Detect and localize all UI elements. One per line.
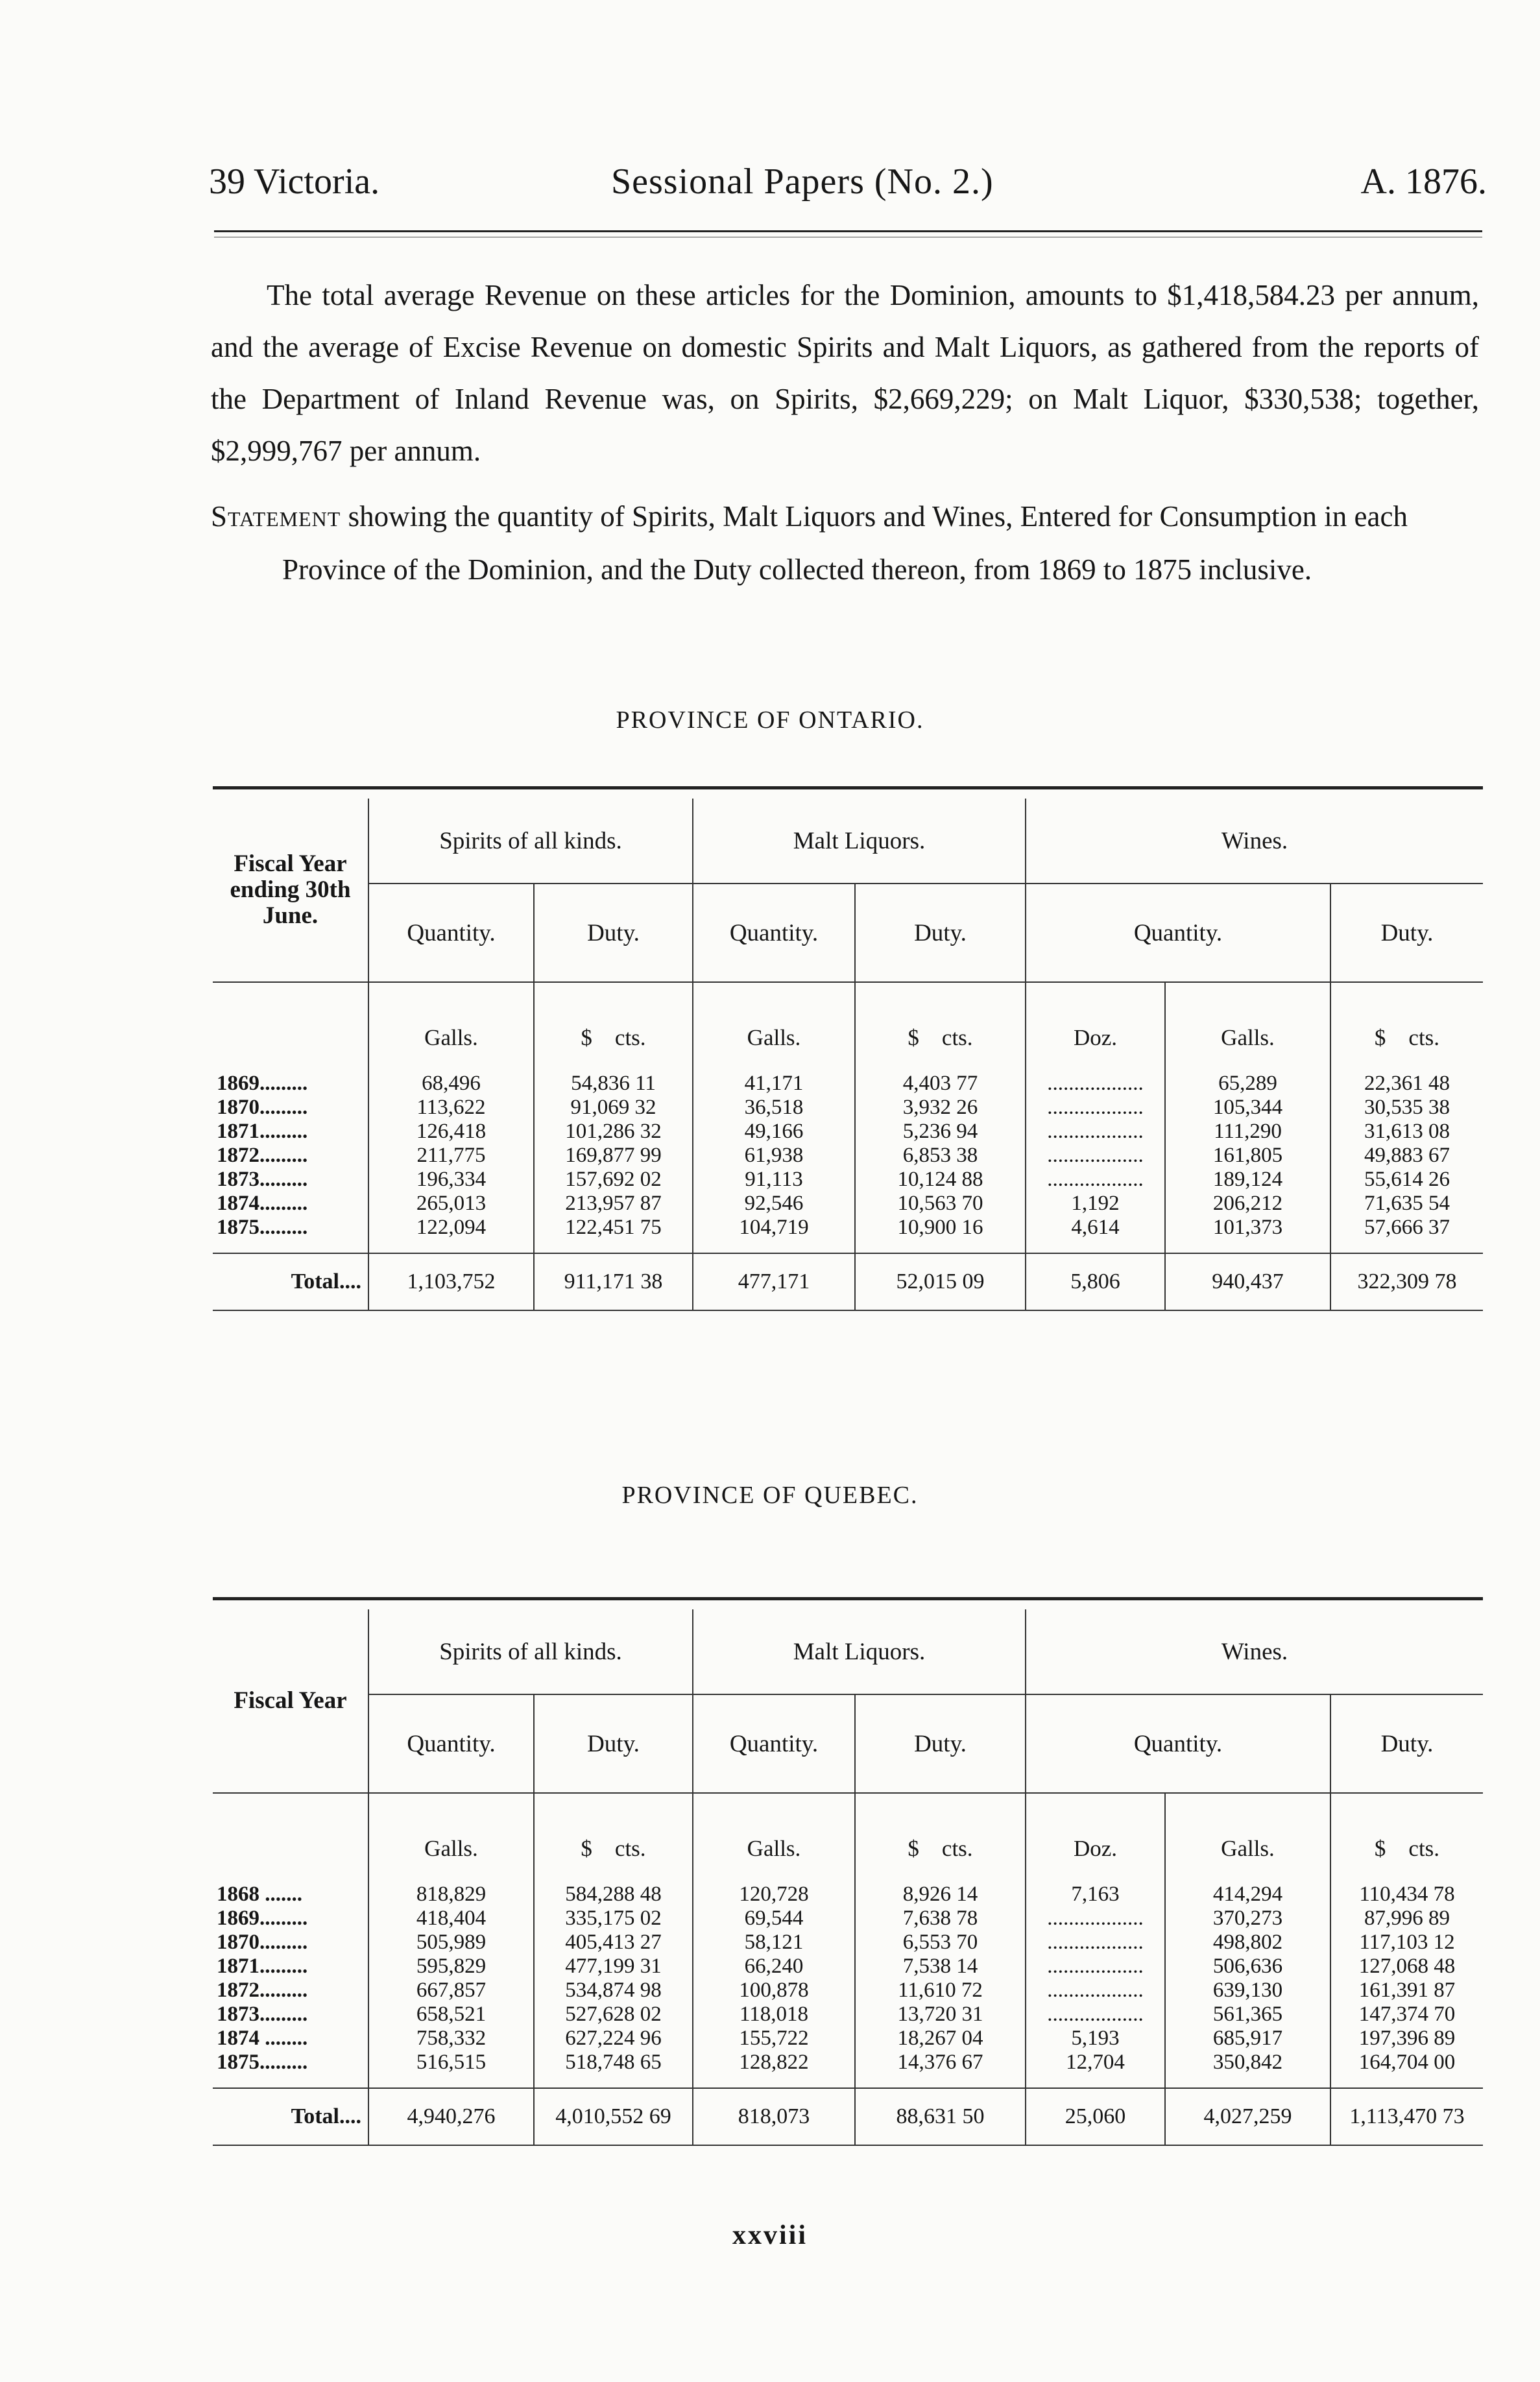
- wines-galls: 350,842: [1165, 2051, 1330, 2075]
- header-left: 39 Victoria.: [209, 162, 380, 202]
- spirits-quantity: 211,775: [368, 1144, 534, 1168]
- table-row: [213, 1144, 1483, 1168]
- unit-galls: Galls.: [693, 982, 855, 1059]
- total-row: [213, 1253, 1483, 1310]
- total-row: [213, 2088, 1483, 2145]
- table-row: [213, 1168, 1483, 1192]
- wines-duty: 147,374 70: [1330, 2003, 1483, 2027]
- table-row: [213, 1072, 1483, 1096]
- total-wines-doz: 5,806: [1026, 1253, 1165, 1310]
- total-wines-duty: 322,309 78: [1330, 1253, 1483, 1310]
- total-malt-duty: 52,015 09: [855, 1253, 1026, 1310]
- unit-galls: Galls.: [368, 1793, 534, 1870]
- wines-doz: ..................: [1026, 1120, 1165, 1144]
- table-row: [213, 1955, 1483, 1979]
- row-year: 1873.........: [217, 2003, 308, 2026]
- statement-lead: Statement: [211, 500, 341, 533]
- ontario-table: [213, 786, 1483, 1311]
- spirits-quantity: 122,094: [368, 1216, 534, 1240]
- wines-duty: 57,666 37: [1330, 1216, 1483, 1240]
- malt-quantity: 36,518: [693, 1096, 855, 1120]
- wines-quantity-header: Quantity.: [1026, 1694, 1330, 1793]
- malt-quantity: 92,546: [693, 1192, 855, 1216]
- wines-doz: 5,193: [1026, 2027, 1165, 2051]
- wines-doz: ..................: [1026, 1168, 1165, 1192]
- table-row: [213, 1931, 1483, 1955]
- malt-quantity: 41,171: [693, 1072, 855, 1096]
- wines-header: Wines.: [1026, 1609, 1483, 1694]
- total-wines-galls: 4,027,259: [1165, 2088, 1330, 2145]
- header-rule: [214, 230, 1482, 232]
- wines-doz: ..................: [1026, 1096, 1165, 1120]
- wines-galls: 414,294: [1165, 1883, 1330, 1907]
- spirits-duty: 584,288 48: [534, 1883, 693, 1907]
- malt-duty: 18,267 04: [855, 2027, 1026, 2051]
- spirits-header: Spirits of all kinds.: [368, 1609, 693, 1694]
- malt-quantity-header: Quantity.: [693, 1694, 855, 1793]
- fiscal-year-header: Fiscal Year ending 30th June.: [230, 850, 351, 929]
- intro-text: The total average Revenue on these articles for the Dominion, amounts to $1,418,584.23 per annum, and the average of Excise Revenue on domestic Spirits and Malt Liquors, as gathered from the reports of the Department of Inland Revenue was, on Spirits, $2,669,229; on Malt Liquor, $330,538; together, $2,999,767 per annum.: [211, 279, 1479, 467]
- row-year: 1875.........: [217, 2051, 308, 2074]
- spirits-duty: 527,628 02: [534, 2003, 693, 2027]
- malt-duty: 10,563 70: [855, 1192, 1026, 1216]
- wines-doz: ..................: [1026, 1955, 1165, 1979]
- row-year: 1869.........: [217, 1072, 308, 1095]
- intro-paragraph: [211, 269, 1479, 477]
- total-spirits-duty: 911,171 38: [534, 1253, 693, 1310]
- wines-doz: ..................: [1026, 1907, 1165, 1931]
- total-malt-duty: 88,631 50: [855, 2088, 1026, 2145]
- table-row: [213, 2003, 1483, 2027]
- malt-duty: 3,932 26: [855, 1096, 1026, 1120]
- malt-quantity: 128,822: [693, 2051, 855, 2075]
- table-row: [213, 1192, 1483, 1216]
- total-label: Total....: [213, 2088, 368, 2145]
- quebec-table: [213, 1597, 1483, 2146]
- row-year: 1874.........: [217, 1192, 308, 1215]
- wines-header: Wines.: [1026, 799, 1483, 884]
- malt-quantity: 155,722: [693, 2027, 855, 2051]
- malt-duty: 10,124 88: [855, 1168, 1026, 1192]
- malt-quantity-header: Quantity.: [693, 884, 855, 982]
- wines-doz: 4,614: [1026, 1216, 1165, 1240]
- spirits-duty: 405,413 27: [534, 1931, 693, 1955]
- table-row: [213, 1096, 1483, 1120]
- wines-galls: 206,212: [1165, 1192, 1330, 1216]
- wines-galls: 111,290: [1165, 1120, 1330, 1144]
- fiscal-year-header: Fiscal Year: [234, 1687, 347, 1714]
- wines-duty: 55,614 26: [1330, 1168, 1483, 1192]
- spirits-quantity: 818,829: [368, 1883, 534, 1907]
- table-row: [213, 1907, 1483, 1931]
- unit-doz: Doz.: [1026, 982, 1165, 1059]
- statement-paragraph: [211, 490, 1479, 596]
- malt-duty: 10,900 16: [855, 1216, 1026, 1240]
- ontario-title: PROVINCE OF ONTARIO.: [616, 706, 924, 734]
- row-year: 1875.........: [217, 1216, 308, 1239]
- total-label: Total....: [213, 1253, 368, 1310]
- wines-duty: 49,883 67: [1330, 1144, 1483, 1168]
- unit-doz: Doz.: [1026, 1793, 1165, 1870]
- unit-galls: Galls.: [1165, 1793, 1330, 1870]
- spirits-duty-header: Duty.: [534, 1694, 693, 1793]
- table-row: [213, 1883, 1483, 1907]
- malt-duty: 7,538 14: [855, 1955, 1026, 1979]
- total-spirits-quantity: 1,103,752: [368, 1253, 534, 1310]
- malt-quantity: 100,878: [693, 1979, 855, 2003]
- row-year: 1868 .......: [217, 1883, 302, 1906]
- row-year: 1869.........: [217, 1907, 308, 1930]
- wines-galls: 506,636: [1165, 1955, 1330, 1979]
- row-year: 1870.........: [217, 1096, 308, 1119]
- row-year: 1870.........: [217, 1931, 308, 1954]
- wines-duty: 197,396 89: [1330, 2027, 1483, 2051]
- spirits-quantity: 516,515: [368, 2051, 534, 2075]
- spirits-quantity-header: Quantity.: [368, 884, 534, 982]
- wines-duty: 164,704 00: [1330, 2051, 1483, 2075]
- spirits-duty-header: Duty.: [534, 884, 693, 982]
- wines-duty: 71,635 54: [1330, 1192, 1483, 1216]
- wines-galls: 685,917: [1165, 2027, 1330, 2051]
- wines-doz: ..................: [1026, 2003, 1165, 2027]
- malt-duty-header: Duty.: [855, 884, 1026, 982]
- spirits-quantity: 667,857: [368, 1979, 534, 2003]
- row-year: 1871.........: [217, 1955, 308, 1978]
- wines-doz: 7,163: [1026, 1883, 1165, 1907]
- spirits-duty: 627,224 96: [534, 2027, 693, 2051]
- malt-quantity: 58,121: [693, 1931, 855, 1955]
- wines-doz: ..................: [1026, 1979, 1165, 2003]
- unit-dollar-cts: $ cts.: [855, 982, 1026, 1059]
- running-header: [209, 161, 1487, 206]
- spirits-duty: 477,199 31: [534, 1955, 693, 1979]
- malt-duty-header: Duty.: [855, 1694, 1026, 1793]
- malt-duty: 11,610 72: [855, 1979, 1026, 2003]
- total-spirits-duty: 4,010,552 69: [534, 2088, 693, 2145]
- unit-galls: Galls.: [693, 1793, 855, 1870]
- malt-quantity: 69,544: [693, 1907, 855, 1931]
- spirits-quantity: 595,829: [368, 1955, 534, 1979]
- wines-galls: 189,124: [1165, 1168, 1330, 1192]
- wines-duty: 22,361 48: [1330, 1072, 1483, 1096]
- row-year: 1873.........: [217, 1168, 308, 1191]
- spirits-quantity: 68,496: [368, 1072, 534, 1096]
- wines-duty-header: Duty.: [1330, 884, 1483, 982]
- malt-duty: 13,720 31: [855, 2003, 1026, 2027]
- wines-doz: ..................: [1026, 1072, 1165, 1096]
- spirits-header: Spirits of all kinds.: [368, 799, 693, 884]
- malt-duty: 7,638 78: [855, 1907, 1026, 1931]
- wines-duty: 30,535 38: [1330, 1096, 1483, 1120]
- spirits-duty: 54,836 11: [534, 1072, 693, 1096]
- spirits-quantity: 758,332: [368, 2027, 534, 2051]
- malt-duty: 5,236 94: [855, 1120, 1026, 1144]
- wines-galls: 101,373: [1165, 1216, 1330, 1240]
- wines-duty: 31,613 08: [1330, 1120, 1483, 1144]
- malt-quantity: 104,719: [693, 1216, 855, 1240]
- wines-doz: 1,192: [1026, 1192, 1165, 1216]
- row-year: 1874 ........: [217, 2027, 308, 2050]
- total-malt-quantity: 818,073: [693, 2088, 855, 2145]
- page-folio: xxviii: [732, 2220, 808, 2250]
- spirits-quantity: 196,334: [368, 1168, 534, 1192]
- unit-dollar-cts: $ cts.: [1330, 982, 1483, 1059]
- quebec-title: PROVINCE OF QUEBEC.: [621, 1482, 919, 1509]
- wines-duty: 117,103 12: [1330, 1931, 1483, 1955]
- spirits-quantity: 418,404: [368, 1907, 534, 1931]
- spirits-duty: 157,692 02: [534, 1168, 693, 1192]
- malt-header: Malt Liquors.: [693, 1609, 1026, 1694]
- wines-galls: 498,802: [1165, 1931, 1330, 1955]
- malt-quantity: 61,938: [693, 1144, 855, 1168]
- spirits-duty: 335,175 02: [534, 1907, 693, 1931]
- wines-doz: ..................: [1026, 1931, 1165, 1955]
- total-malt-quantity: 477,171: [693, 1253, 855, 1310]
- header-center: Sessional Papers (No. 2.): [611, 162, 994, 202]
- wines-duty: 87,996 89: [1330, 1907, 1483, 1931]
- header-right: A. 1876.: [1360, 162, 1487, 202]
- spirits-duty: 91,069 32: [534, 1096, 693, 1120]
- row-year: 1872.........: [217, 1144, 308, 1167]
- spirits-duty: 518,748 65: [534, 2051, 693, 2075]
- wines-duty: 110,434 78: [1330, 1883, 1483, 1907]
- wines-galls: 561,365: [1165, 2003, 1330, 2027]
- wines-galls: 161,805: [1165, 1144, 1330, 1168]
- wines-duty: 127,068 48: [1330, 1955, 1483, 1979]
- malt-quantity: 91,113: [693, 1168, 855, 1192]
- wines-galls: 65,289: [1165, 1072, 1330, 1096]
- spirits-duty: 534,874 98: [534, 1979, 693, 2003]
- malt-header: Malt Liquors.: [693, 799, 1026, 884]
- table-row: [213, 1979, 1483, 2003]
- row-year: 1872.........: [217, 1979, 308, 2002]
- unit-dollar-cts: $ cts.: [1330, 1793, 1483, 1870]
- table-row: [213, 2051, 1483, 2075]
- wines-doz: 12,704: [1026, 2051, 1165, 2075]
- malt-duty: 8,926 14: [855, 1883, 1026, 1907]
- spirits-quantity-header: Quantity.: [368, 1694, 534, 1793]
- total-spirits-quantity: 4,940,276: [368, 2088, 534, 2145]
- unit-dollar-cts: $ cts.: [534, 982, 693, 1059]
- malt-quantity: 118,018: [693, 2003, 855, 2027]
- spirits-quantity: 658,521: [368, 2003, 534, 2027]
- wines-quantity-header: Quantity.: [1026, 884, 1330, 982]
- spirits-duty: 213,957 87: [534, 1192, 693, 1216]
- spirits-quantity: 265,013: [368, 1192, 534, 1216]
- wines-galls: 370,273: [1165, 1907, 1330, 1931]
- spirits-duty: 122,451 75: [534, 1216, 693, 1240]
- total-wines-galls: 940,437: [1165, 1253, 1330, 1310]
- total-wines-doz: 25,060: [1026, 2088, 1165, 2145]
- unit-galls: Galls.: [368, 982, 534, 1059]
- malt-quantity: 66,240: [693, 1955, 855, 1979]
- malt-quantity: 120,728: [693, 1883, 855, 1907]
- table-row: [213, 1120, 1483, 1144]
- malt-duty: 14,376 67: [855, 2051, 1026, 2075]
- malt-quantity: 49,166: [693, 1120, 855, 1144]
- wines-duty-header: Duty.: [1330, 1694, 1483, 1793]
- statement-text: showing the quantity of Spirits, Malt Liquors and Wines, Entered for Consumption in each Province of the Dominion, and the Duty collected thereon, from 1869 to 1875 inclusive.: [282, 500, 1408, 586]
- malt-duty: 6,853 38: [855, 1144, 1026, 1168]
- unit-galls: Galls.: [1165, 982, 1330, 1059]
- spirits-duty: 169,877 99: [534, 1144, 693, 1168]
- wines-galls: 105,344: [1165, 1096, 1330, 1120]
- total-wines-duty: 1,113,470 73: [1330, 2088, 1483, 2145]
- malt-duty: 6,553 70: [855, 1931, 1026, 1955]
- wines-doz: ..................: [1026, 1144, 1165, 1168]
- row-year: 1871.........: [217, 1120, 308, 1143]
- spirits-quantity: 505,989: [368, 1931, 534, 1955]
- wines-duty: 161,391 87: [1330, 1979, 1483, 2003]
- malt-duty: 4,403 77: [855, 1072, 1026, 1096]
- table-row: [213, 2027, 1483, 2051]
- spirits-duty: 101,286 32: [534, 1120, 693, 1144]
- unit-dollar-cts: $ cts.: [855, 1793, 1026, 1870]
- spirits-quantity: 126,418: [368, 1120, 534, 1144]
- wines-galls: 639,130: [1165, 1979, 1330, 2003]
- table-row: [213, 1216, 1483, 1240]
- spirits-quantity: 113,622: [368, 1096, 534, 1120]
- unit-dollar-cts: $ cts.: [534, 1793, 693, 1870]
